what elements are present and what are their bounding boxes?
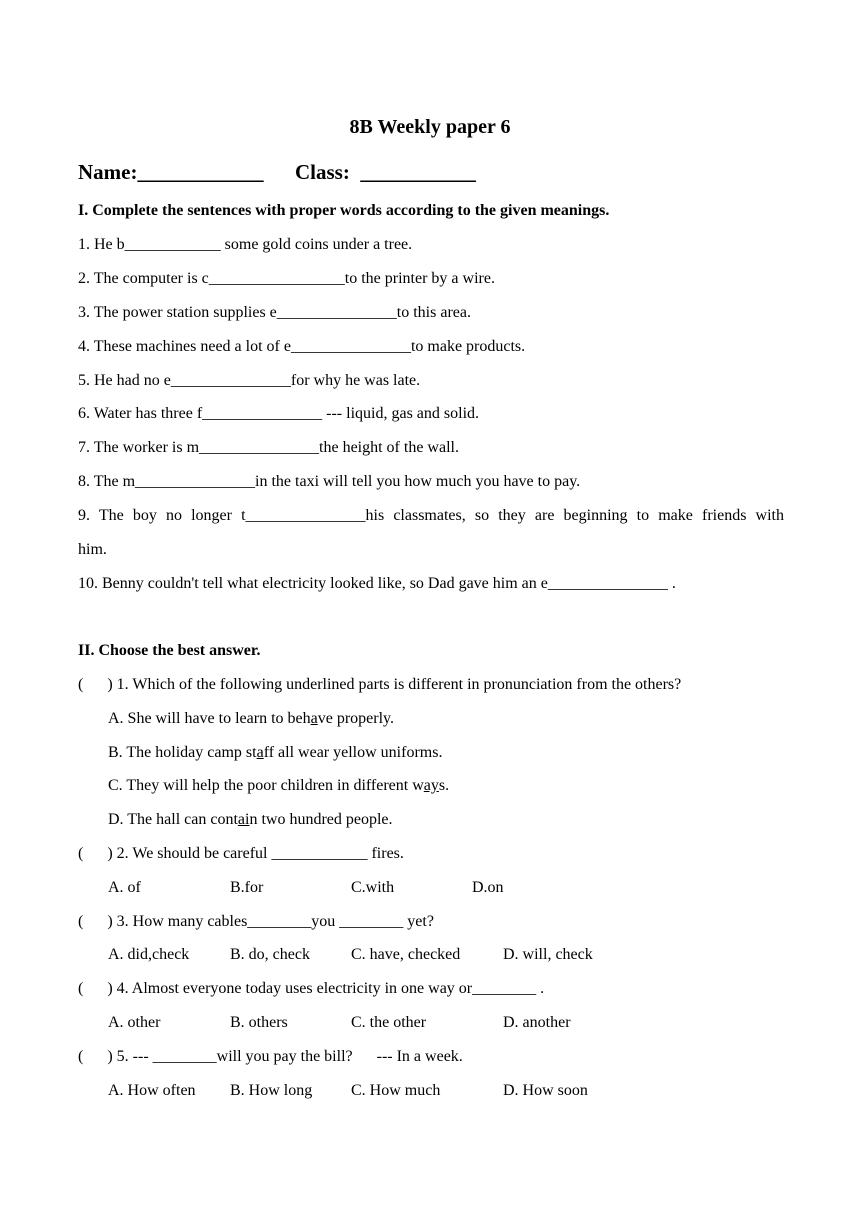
fill-item-1: 1. He b____________ some gold coins under a tree. [78,236,413,253]
question-1-stem: ( ) 1. Which of the following underlined parts is different in pronunciation from the others? [78,676,682,693]
underlined-part: a [256,744,264,761]
question-4-options [108,1014,748,1034]
question-1-option-c: C. They will help the poor children in different ways. [108,777,450,794]
fill-item-6: 6. Water has three f_______________ --- liquid, gas and solid. [78,405,480,422]
fill-item-3: 3. The power station supplies e_______________to this area. [78,304,471,321]
question-3-options [108,946,748,966]
question-2-stem: ( ) 2. We should be careful ____________ fires. [78,845,404,862]
underlined-part: ai [237,811,250,828]
fill-item-9-continued: him. [78,541,107,558]
option-d: D.on [472,879,504,896]
class-blank: ___________ [360,160,476,184]
fill-item-7: 7. The worker is m_______________the height of the wall. [78,439,459,456]
option-a: A. How often [108,1082,196,1099]
option-a: A. of [108,879,141,896]
fill-item-5: 5. He had no e_______________for why he was late. [78,372,421,389]
fill-item-2: 2. The computer is c_________________to the printer by a wire. [78,270,495,287]
option-b: B. others [230,1014,288,1031]
option-a: A. other [108,1014,161,1031]
question-5-options [108,1082,748,1102]
fill-item-4: 4. These machines need a lot of e_______________to make products. [78,338,526,355]
option-d: D. another [503,1014,571,1031]
name-blank: ____________ [137,160,264,184]
option-c: C. the other [351,1014,427,1031]
question-1-option-d: D. The hall can contain two hundred people. [108,811,393,828]
option-a: A. did,check [108,946,190,963]
option-c: C.with [351,879,395,896]
question-1-option-b: B. The holiday camp staff all wear yellow uniforms. [108,744,443,761]
question-3-stem: ( ) 3. How many cables________you ________ yet? [78,913,434,930]
name-label: Name: [78,160,138,184]
option-c: C. How much [351,1082,441,1099]
option-c: C. have, checked [351,946,461,963]
question-2-options [108,879,748,899]
option-b: B.for [230,879,264,896]
fill-item-9: 9. The boy no longer t_______________his classmates, so they are beginning to make friends with [78,507,784,524]
section-2-heading: II. Choose the best answer. [78,642,261,659]
option-d: D. How soon [503,1082,588,1099]
question-4-stem: ( ) 4. Almost everyone today uses electricity in one way or________ . [78,980,545,997]
page-title: 8B Weekly paper 6 [349,116,511,138]
underlined-part: ay [423,777,439,794]
fill-item-8: 8. The m_______________in the taxi will tell you how much you have to pay. [78,473,581,490]
section-1-heading: I. Complete the sentences with proper words according to the given meanings. [78,202,610,219]
question-1-option-a: A. She will have to learn to behave properly. [108,710,394,727]
option-d: D. will, check [503,946,593,963]
name-class-row [78,160,476,185]
question-5-stem: ( ) 5. --- ________will you pay the bill? --- In a week. [78,1048,463,1065]
underlined-part: a [310,710,318,727]
fill-item-10: 10. Benny couldn't tell what electricity looked like, so Dad gave him an e_______________ . [78,575,676,592]
class-label: Class: [294,160,350,184]
option-b: B. do, check [230,946,310,963]
option-b: B. How long [230,1082,313,1099]
